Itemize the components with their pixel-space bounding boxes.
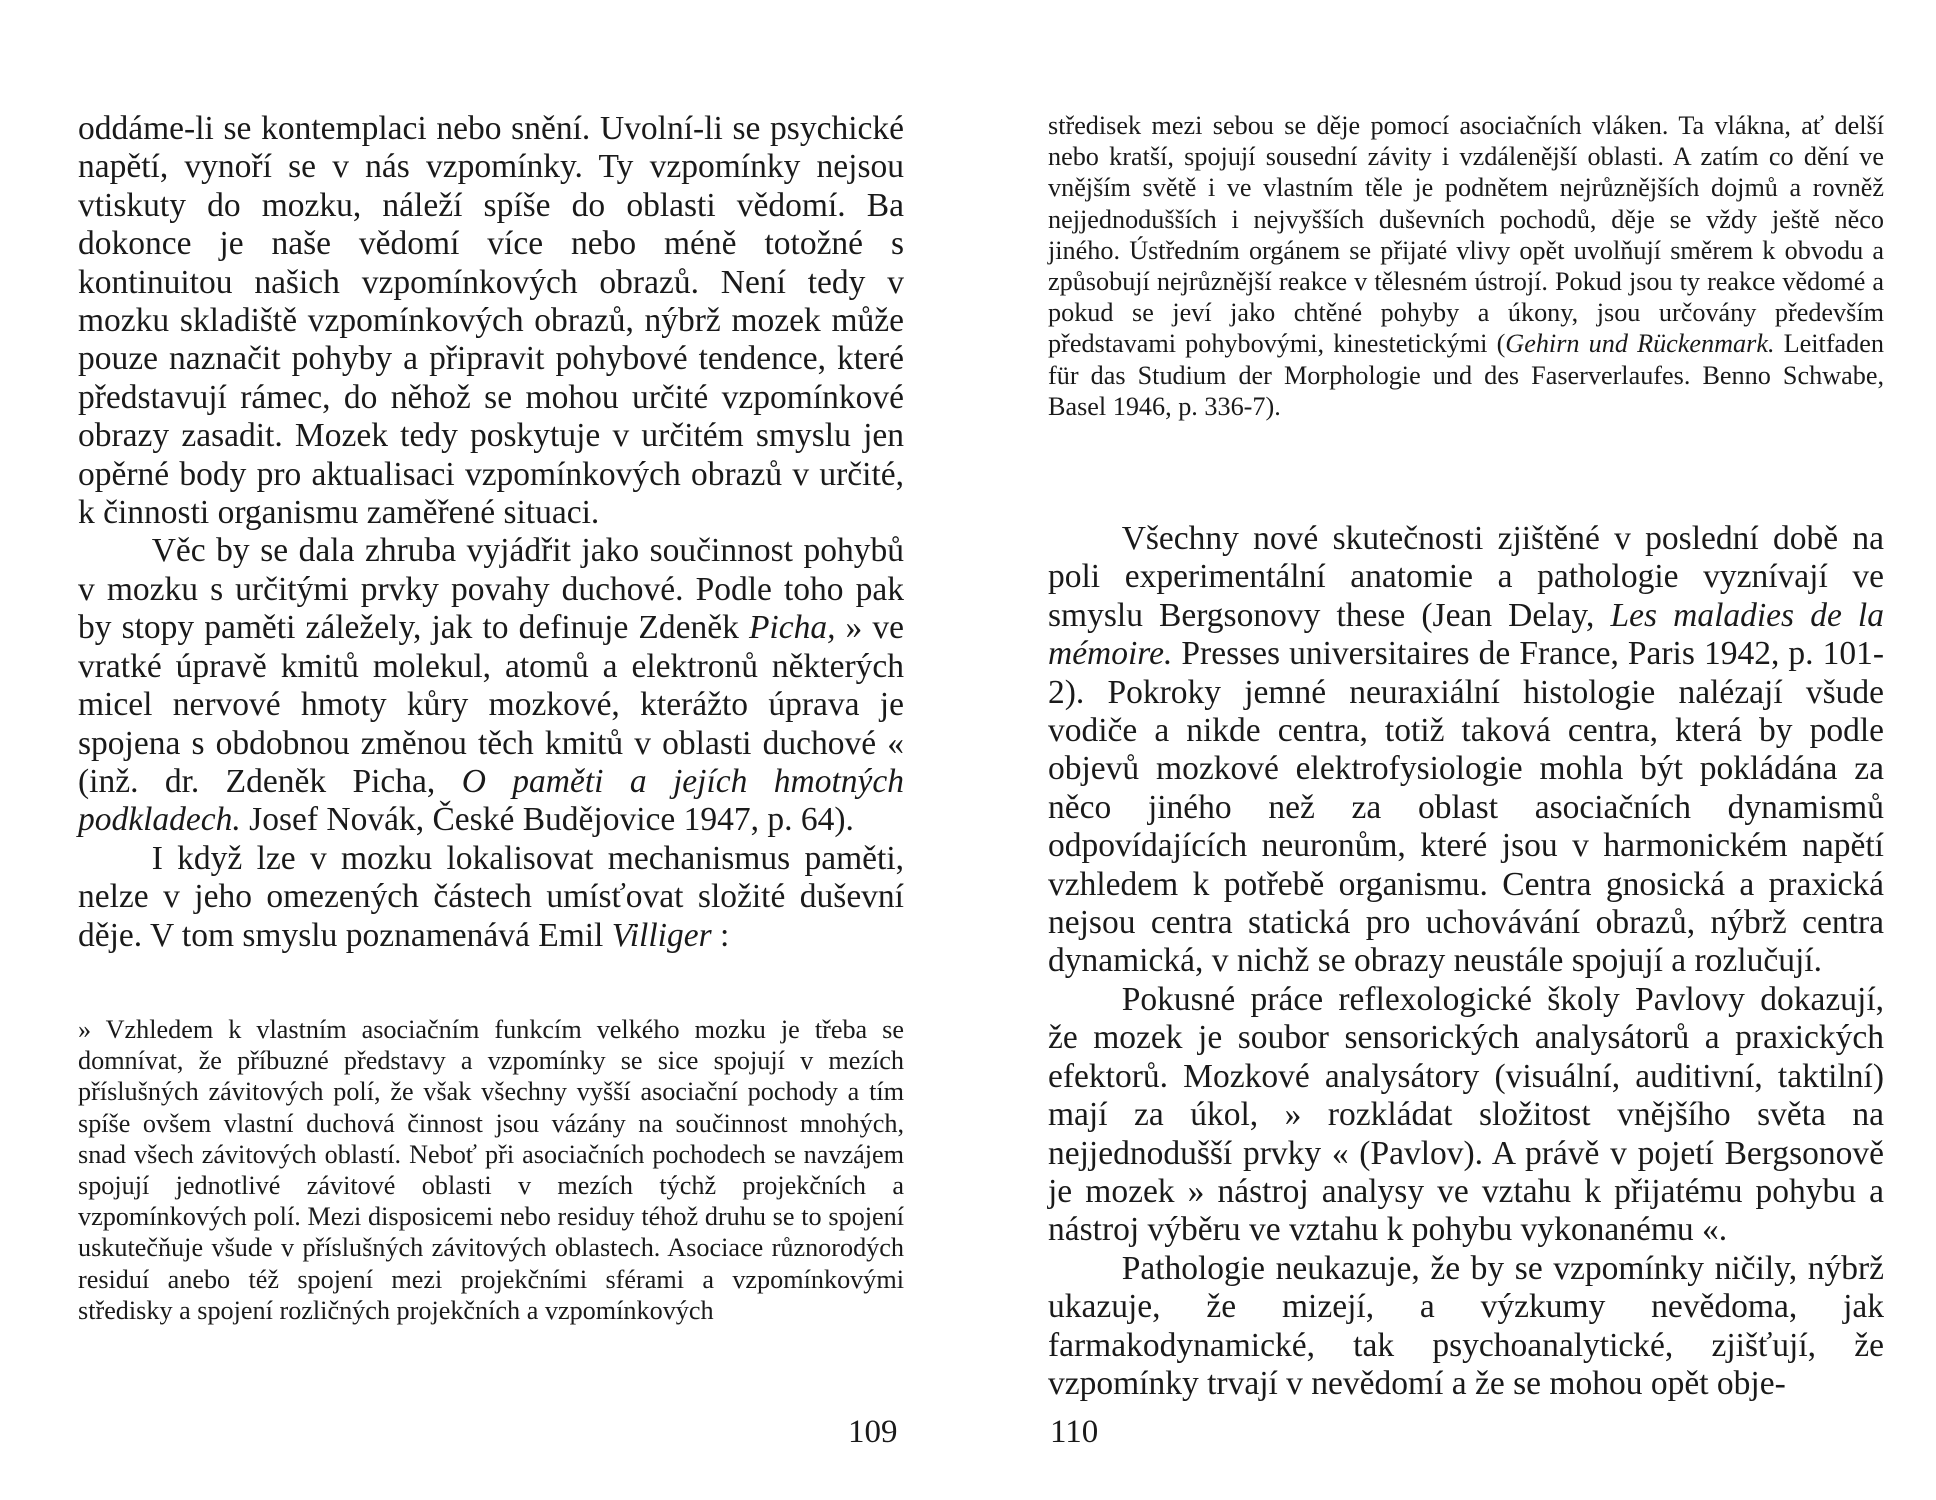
quote-continuation	[1048, 110, 1884, 422]
quote-text: středisek mezi sebou se děje pomocí asociačních vláken. Ta vlákna, ať delší nebo kratší, spojují sousední závity i vzdálenější oblasti. A zatím co dění ve vnějším světě i ve vlastním těle je podnětem nejrůznějších dojmů a rovněž nejjednodušších i nejvyšších duševních pochodů, děje se vždy ještě něco jiného. Ústředním orgánem se přijaté vlivy opět uvolňují směrem k obvodu a způsobují nejrůznější reakce v tělesném ústrojí. Pokud jsou ty reakce vědomé a pokud se jeví jako chtěné pohyby a úkony, jsou určovány především představami pohybovými, kinestetickými (Gehirn und Rückenmark. Leitfaden für das Studium der Morphologie und des Faserverlaufes. Benno Schwabe, Basel 1946, p. 336-7).	[1048, 111, 1884, 421]
paragraph: Pokusné práce reflexologické školy Pavlovy dokazují, že mozek je soubor sensorických analysátorů a praxických efektorů. Mozkové analysátory (visuální, auditivní, taktilní) mají za úkol, » rozkládat složitost vnějšího světa na nejjednodušší prvky « (Pavlov). A právě v pojetí Bergsonově je mozek » nástroj analysy ve vztahu k přijatému pohybu a nástroj výběru ve vztahu k pohybu vykonanému «.	[1048, 980, 1884, 1249]
paragraph: Všechny nové skutečnosti zjištěné v poslední době na poli experimentální anatomie a pathologie vyznívají ve smyslu Bergsonovy these (Jean Delay, Les maladies de la mémoire. Presses universitaires de France, Paris 1942, p. 101-2). Pokroky jemné neuraxiální histologie nalézají všude vodiče a nikde centra, totiž taková centra, která by podle objevů mozkové elektrofysiologie mohla být pokládána za něco jiného než za oblast asociačních dynamismů odpovídajících neuronům, které jsou v harmonickém napětí vzhledem k potřebě organismu. Centra gnosická a praxická nejsou centra statická pro uchovávání obrazů, nýbrž centra dynamická, v nichž se obrazy neustále spojují a rozlučují.	[1048, 520, 1884, 980]
page-number: 110	[1050, 1414, 1099, 1450]
right-main-text	[1048, 520, 1884, 1403]
left-main-text	[78, 110, 904, 955]
paragraph: Věc by se dala zhruba vyjádřit jako součinnost pohybů v mozku s určitými prvky povahy duchové. Podle toho pak by stopy paměti záležely, jak to definuje Zdeněk Picha, » ve vratké úpravě kmitů molekul, atomů a elektronů některých micel nervové hmoty kůry mozkové, kterážto úprava je spojena s obdobnou změnou těch kmitů v oblasti duchové « (inž. dr. Zdeněk Picha, O paměti a jejích hmotných podkladech. Josef Novák, České Budějovice 1947, p. 64).	[78, 532, 905, 839]
block-quote	[78, 1014, 904, 1326]
page-number: 109	[848, 1414, 898, 1450]
paragraph: I když lze v mozku lokalisovat mechanismus paměti, nelze v jeho omezených částech umísťovat složité duševní děje. V tom smyslu poznamenává Emil Villiger :	[78, 839, 904, 954]
paragraph: Pathologie neukazuje, že by se vzpomínky ničily, nýbrž ukazuje, že mizejí, a výzkumy nevědoma, jak farmakodynamické, tak psychoanalytické, zjišťují, že vzpomínky trvají v nevědomí a že se mohou opět obje-	[1048, 1249, 1884, 1402]
paragraph: oddáme-li se kontemplaci nebo snění. Uvolní-li se psychické napětí, vynoří se v nás vzpomínky. Ty vzpomínky nejsou vtiskuty do mozku, náleží spíše do oblasti vědomí. Ba dokonce je naše vědomí více nebo méně totožné s kontinuitou našich vzpomínkových obrazů. Není tedy v mozku skladiště vzpomínkových obrazů, nýbrž mozek může pouze naznačit pohyby a připravit pohybové tendence, které představují rámec, do něhož se mohou určité vzpomínkové obrazy zasadit. Mozek tedy poskytuje v určitém smyslu jen opěrné body pro aktualisaci vzpomínkových obrazů v určité, k činnosti organismu zaměřené situaci.	[78, 110, 904, 532]
quote-text: » Vzhledem k vlastním asociačním funkcím velkého mozku je třeba se domnívat, že příbuzné představy a vzpomínky se sice spojují v mezích příslušných závitových polí, že však všechny vyšší asociační pochody a tím spíše ovšem vlastní duchová činnost jsou vázány na součinnost mnohých, snad všech závitových oblastí. Neboť při asociačních pochodech se navzájem spojují jednotlivé závitové oblasti v mezích týchž projekčních a vzpomínkových polí. Mezi disposicemi nebo residuy téhož druhu se to spojení uskutečňuje všude v příslušných závitových oblastech. Asociace různorodých residuí anebo též spojení mezi projekčními sférami a vzpomínkovými středisky a spojení rozličných projekčních a vzpomínkových	[78, 1015, 904, 1325]
